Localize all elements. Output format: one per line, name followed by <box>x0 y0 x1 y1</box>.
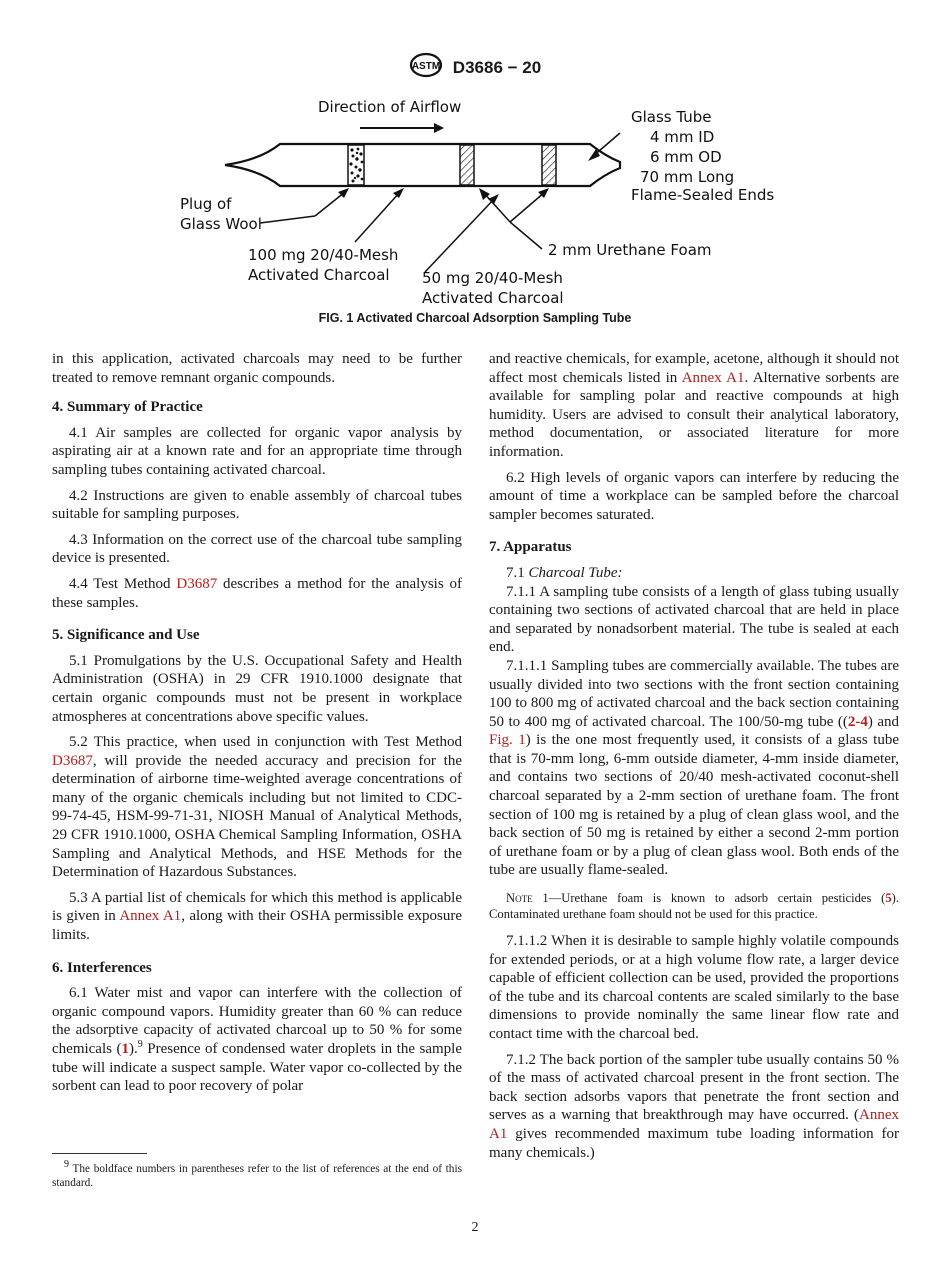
svg-text:Activated Charcoal: Activated Charcoal <box>248 266 390 284</box>
svg-text:70 mm Long: 70 mm Long <box>640 168 735 186</box>
reference-link[interactable]: 2-4 <box>847 713 868 730</box>
right-column <box>489 350 899 1169</box>
section-4-heading: 4. Summary of Practice <box>52 399 203 416</box>
footnote-divider <box>52 1153 147 1154</box>
foam-label: 2 mm Urethane Foam <box>548 241 712 259</box>
urethane-foam-1 <box>460 145 474 185</box>
page-number: 2 <box>471 1220 479 1235</box>
footnote-9: $^9$ The boldface numbers in parentheses refer to the list of references at the end of this standard. <box>52 1159 462 1189</box>
glass-tube-label <box>631 108 774 204</box>
glass-tube-shape <box>225 144 620 186</box>
charcoal-100-label: 100 mg 20/40-Mesh <box>248 246 399 264</box>
annex-a1-link[interactable]: Annex A1 <box>681 369 745 386</box>
reference-link[interactable]: 1 <box>121 1041 129 1057</box>
d3687-link[interactable]: D3687 <box>176 575 218 592</box>
fig-1-link[interactable]: Fig. 1 <box>489 732 526 749</box>
paragraph-6-1: 6.1 Water mist and vapor can interfere with the collection of organic compound vapors. Humidity greater than 60 % can reduce the adsorptive capacity of activated charcoal up to 50 % for some chemicals (1).$^9$ Presence of condensed water droplets in the sample tube will indicate a suspect sample. Water vapor co-collected by the sorbent can lead to poor recovery of polar <box>52 985 463 1095</box>
plug-label: Plug of <box>180 195 232 213</box>
paragraph-7-1: 7.1 Charcoal Tube: <box>506 564 623 581</box>
paragraph-7-1-2: 7.1.2 The back portion of the sampler tube usually contains 50 % of the mass of activated charcoal present in the front section. The back section adsorbs vapors that penetrate the front section and serves as a warning that breakthrough may have occurred. (Annex A1 gives recommended maximum tube loading information for many chemicals.) <box>489 1051 899 1161</box>
paragraph-4-3: 4.3 Information on the correct use of the charcoal tube sampling device is presented. <box>52 531 462 567</box>
paragraph-6-2: 6.2 High levels of organic vapors can interfere by reducing the amount of time a workplace can be sampled before the charcoal sampler becomes saturated. <box>489 469 899 523</box>
annex-a1-link[interactable]: Annex A1 <box>489 1107 899 1142</box>
paragraph-4-4: 4.4 Test Method D3687 describes a method for the analysis of these samples. <box>52 575 462 611</box>
svg-text:Glass Tube: Glass Tube <box>631 108 712 126</box>
section-6-heading: 6. Interferences <box>52 959 152 976</box>
annex-a1-link[interactable]: Annex A1 <box>119 908 182 925</box>
svg-text:4 mm ID: 4 mm ID <box>650 128 715 146</box>
charcoal-50-label: 50 mg 20/40-Mesh <box>422 269 563 287</box>
paragraph-7-1-1-1: 7.1.1.1 Sampling tubes are commercially available. The tubes are usually divided into two sections with the front section containing 100 to 800 mg of activated charcoal and the back section containing 50 to 400 mg of activated charcoal. The 100/50-mg tube ((2-4) and Fig. 1) is the one most frequently used, it consists of a glass tube that is 70-mm long, 6-mm outside diameter, 4-mm inside diameter, and contains two sections of 20/40 mesh-activated coconut-shell charcoal separated by a 2-mm section of urethane foam. The front section of 100 mg is retained by a plug of clean glass wool, and the back section of 50 mg is retained by either a second 2-mm portion of urethane foam or by a plug of clean glass wool. Both ends of the tube are usually flame-sealed. <box>489 657 900 879</box>
svg-text:Activated Charcoal: Activated Charcoal <box>422 289 564 307</box>
d3687-link[interactable]: D3687 <box>52 752 93 769</box>
document-code: D3686 − 20 <box>452 57 542 77</box>
svg-text:Flame-Sealed Ends: Flame-Sealed Ends <box>631 186 775 204</box>
urethane-foam-2 <box>542 145 556 185</box>
figure-caption: FIG. 1 Activated Charcoal Adsorption Sampling Tube <box>318 311 632 325</box>
paragraph-5-3: 5.3 A partial list of chemicals for which this method is applicable is given in Annex A1, along with their OSHA permissible exposure limits. <box>52 889 463 944</box>
paragraph-7-1-1: 7.1.1 A sampling tube consists of a length of glass tubing usually containing two sections of activated charcoal that are held in place and separated by nonadsorbent material. The tube is sealed at each end. <box>489 583 899 656</box>
astm-logo-icon <box>409 52 443 83</box>
paragraph-4-1: 4.1 Air samples are collected for organic vapor analysis by aspirating air at a known rate and for an appropriate time through sampling tubes containing activated charcoal. <box>52 424 462 478</box>
footnote-marker: 9 <box>137 1039 143 1050</box>
figure-1 <box>150 92 800 312</box>
page-header <box>0 52 950 83</box>
paragraph-continued: in this application, activated charcoals may need to be further treated to remove remnant organic compounds. <box>52 351 462 386</box>
airflow-label: Direction of Airflow <box>318 98 462 116</box>
paragraph-6-1-continued: and reactive chemicals, for example, acetone, although it should not affect most chemicals listed in Annex A1. Alternative sorbents are available for sampling polar and reactive compounds at high humidity. Users are advised to consult their analytical laboratory, method documentation, or associated literature for more information. <box>489 351 900 460</box>
left-column <box>52 350 462 1096</box>
svg-text:Glass Wool: Glass Wool <box>180 215 262 233</box>
paragraph-5-1: 5.1 Promulgations by the U.S. Occupational Safety and Health Administration (OSHA) in 29 CFR 1910.1000 designate that certain organic compounds must not be present in workplace atmospheres at concentrations above specific values. <box>52 652 462 725</box>
paragraph-5-2: 5.2 This practice, when used in conjunction with Test Method D3687, will provide the needed accuracy and precision for the determination of airborne time-weighted average concentrations of many of the organic chemicals including but not limited to CDC-99-74-45, HSM-99-71-31, NIOSH Manual of Analytical Methods, 29 CFR 1910.1000, OSHA Chemical Sampling Information, OSHA Sampling and Analytical Methods, and HSE Methods for the Determination of Hazardous Substances. <box>52 734 462 881</box>
reference-link[interactable]: 5 <box>885 891 892 906</box>
section-7-heading: 7. Apparatus <box>489 539 572 556</box>
note-1: Note 1—Urethane foam is known to adsorb certain pesticides (5). Contaminated urethane foam should not be used for this practice. <box>489 891 899 922</box>
svg-text:6 mm OD: 6 mm OD <box>650 148 722 166</box>
paragraph-7-1-1-2: 7.1.1.2 When it is desirable to sample highly volatile compounds for extended periods, or at a high volume flow rate, a larger device capable of efficient collection can be used, provided the proportions of the tube and its charcoal contents are scaled similarly to the base dimensions to provide nominally the same linear flow rate and contact time with the charcoal bed. <box>489 933 899 1042</box>
section-5-heading: 5. Significance and Use <box>52 627 200 644</box>
logo-text: ASTM <box>411 61 440 72</box>
airflow-arrow-icon <box>434 123 444 133</box>
paragraph-4-2: 4.2 Instructions are given to enable assembly of charcoal tubes suitable for sampling purposes. <box>52 487 462 523</box>
